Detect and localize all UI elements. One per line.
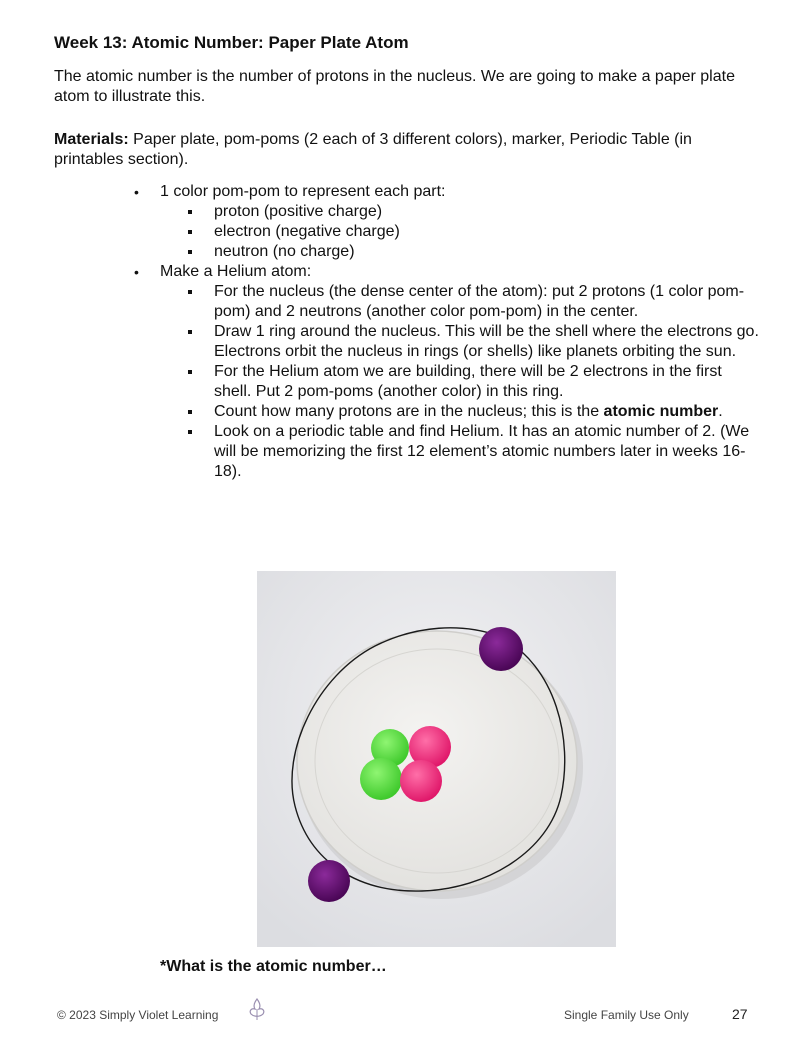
footer-copyright: © 2023 Simply Violet Learning <box>57 1008 219 1022</box>
square-bullet-icon <box>188 330 192 334</box>
sub-list-item <box>160 242 760 262</box>
bullet-icon: • <box>134 184 139 200</box>
sub-list-item <box>160 362 760 402</box>
square-bullet-icon <box>188 230 192 234</box>
intro-paragraph: The atomic number is the number of protons in the nucleus. We are going to make a paper plate atom to illustrate this. <box>54 68 735 105</box>
sub-list-item <box>160 322 760 362</box>
sub-list-item-text: Look on a periodic table and find Helium. It has an atomic number of 2. (We will be memorizing the first 12 element’s atomic numbers later in weeks 16-18). <box>214 423 750 480</box>
sub-list-item-text: proton (positive charge) <box>214 203 383 220</box>
instructions-list <box>134 182 760 482</box>
materials-label: Materials: <box>54 131 129 148</box>
sub-list-item-text: neutron (no charge) <box>214 243 355 260</box>
bullet-icon: • <box>134 264 139 280</box>
sub-list-item-text: For the Helium atom we are building, there will be 2 electrons in the first shell. Put 2 pom-poms (another color) in this ring. <box>214 363 722 400</box>
sub-list-item <box>160 422 760 482</box>
square-bullet-icon <box>188 410 192 414</box>
list-item <box>134 262 760 482</box>
proton-pompom <box>400 760 442 802</box>
footer-usage-note: Single Family Use Only <box>564 1008 689 1022</box>
materials-text: Paper plate, pom-poms (2 each of 3 different colors), marker, Periodic Table (in printables section). <box>54 131 692 168</box>
sub-list-item-text: electron (negative charge) <box>214 223 400 240</box>
paper-plate-atom-photo <box>257 571 616 947</box>
photo-caption: *What is the atomic number… <box>160 958 387 975</box>
electron-pompom <box>308 860 350 902</box>
sub-list-item-text: For the nucleus (the dense center of the atom): put 2 protons (1 color pom-pom) and 2 neutrons (another color pom-pom) in the center. <box>214 283 745 320</box>
neutron-pompom <box>360 758 402 800</box>
list-item <box>134 182 760 262</box>
square-bullet-icon <box>188 250 192 254</box>
square-bullet-icon <box>188 290 192 294</box>
sub-list-item-text: Draw 1 ring around the nucleus. This will be the shell where the electrons go. Electrons orbit the nucleus in rings (or shells) like planets orbiting the sun. <box>214 323 759 360</box>
sub-list-item <box>160 282 760 322</box>
square-bullet-icon <box>188 430 192 434</box>
sub-list-item-end: . <box>718 403 723 420</box>
violet-logo-icon <box>245 996 269 1022</box>
sub-list <box>160 282 760 482</box>
electron-pompom <box>479 627 523 671</box>
sub-list <box>160 202 760 262</box>
sub-list-item <box>160 402 760 422</box>
materials-paragraph <box>54 130 754 170</box>
sub-list-item <box>160 222 760 242</box>
sub-list-item-text: Count how many protons are in the nucleus; this is the <box>214 403 604 420</box>
list-item-text: 1 color pom-pom to represent each part: <box>160 183 446 200</box>
page-title: Week 13: Atomic Number: Paper Plate Atom <box>54 33 409 52</box>
square-bullet-icon <box>188 210 192 214</box>
sub-list-item <box>160 202 760 222</box>
atomic-number-term: atomic number <box>603 403 719 420</box>
list-item-text: Make a Helium atom: <box>160 263 312 280</box>
square-bullet-icon <box>188 370 192 374</box>
page-number: 27 <box>732 1006 748 1022</box>
